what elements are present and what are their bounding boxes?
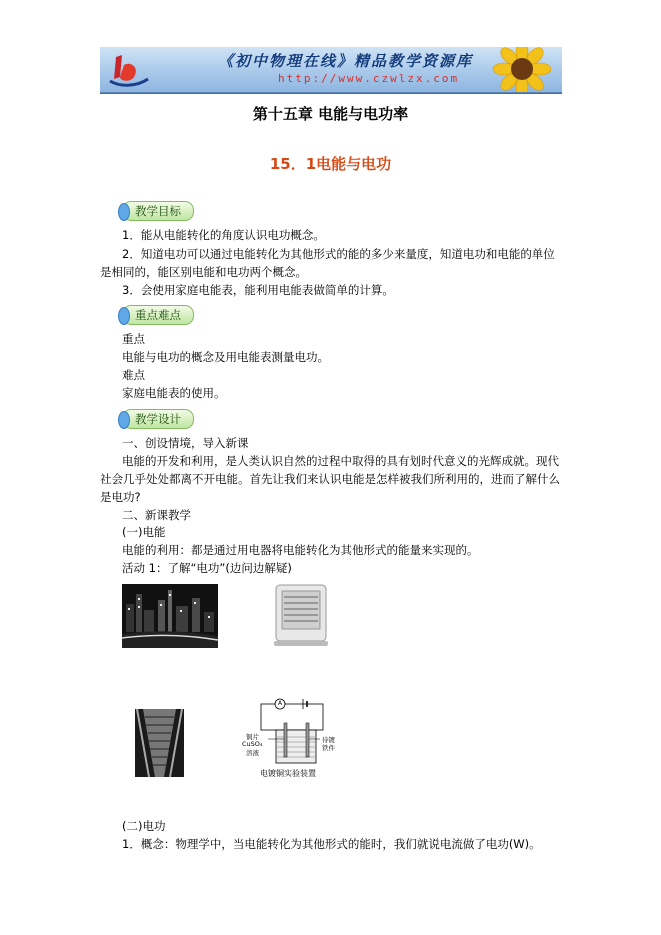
iron-piece-label: 铁件: [322, 744, 335, 752]
energy-usage-text: 电能的利用：都是通过用电器将电能转化为其他形式的能量来实现的。: [122, 543, 479, 557]
difficulty-text: 家庭电能表的使用。: [122, 386, 226, 400]
copper-sheet-label: 铜片: [246, 733, 259, 741]
solution-label: 溶液: [246, 749, 259, 757]
header-divider: [100, 93, 562, 94]
objective-item-2: 2．知道电功可以通过电能转化为其他形式的能的多少来量度，知道电功和电能的单位: [122, 247, 555, 261]
subsection-electric-energy: (一)电能: [122, 525, 166, 539]
objective-item-3: 3．会使用家庭电能表，能利用电能表做简单的计算。: [122, 283, 394, 297]
night-city-photo: [122, 584, 218, 648]
header-banner: [100, 47, 562, 93]
objectives-tag: 教学目标: [122, 201, 194, 221]
objective-item-1: 1．能从电能转化的角度认识电功概念。: [122, 228, 325, 242]
focus-label: 重点: [122, 332, 145, 346]
design-tag: 教学设计: [122, 409, 194, 429]
ammeter-label: A: [277, 700, 283, 707]
cuso4-label: CuSO₄: [242, 740, 263, 748]
intro-line-1: 电能的开发和利用，是人类认识自然的过程中取得的具有划时代意义的光辉成就。现代: [122, 454, 559, 468]
diagram-caption: 电镀铜实验装置: [260, 769, 316, 778]
electroplating-diagram: [240, 697, 340, 782]
electric-heater-photo: [270, 581, 332, 651]
keypoints-tag: 重点难点: [122, 305, 194, 325]
logo-icon: [106, 51, 154, 89]
difficulty-label: 难点: [122, 368, 145, 382]
activity-1-text: 活动 1：了解“电功”(边问边解疑): [122, 561, 292, 575]
step-2-heading: 二、新课教学: [122, 508, 191, 522]
concept-text: 1．概念：物理学中，当电能转化为其他形式的能时，我们就说电流做了电功(W)。: [122, 837, 541, 851]
chapter-title: 第十五章 电能与电功率: [252, 105, 409, 123]
plated-label: 待镀: [322, 736, 335, 744]
step-1-heading: 一、创设情境，导入新课: [122, 436, 249, 450]
sunflower-icon: [482, 47, 562, 93]
focus-text: 电能与电功的概念及用电能表测量电功。: [122, 350, 329, 364]
subsection-electric-work: (二)电功: [122, 819, 166, 833]
header-url[interactable]: http://www.czwlzx.com: [278, 72, 460, 85]
intro-line-2: 社会几乎处处都离不开电能。首先让我们来认识电能是怎样被我们所利用的，进而了解什么: [100, 472, 560, 486]
objective-item-2-cont: 是相同的，能区别电能和电功两个概念。: [100, 265, 307, 279]
escalator-photo: [135, 709, 184, 777]
header-title: 《初中物理在线》精品教学资源库: [218, 52, 474, 70]
intro-line-3: 是电功?: [100, 490, 141, 504]
section-title: 15．1电能与电功: [269, 155, 392, 173]
